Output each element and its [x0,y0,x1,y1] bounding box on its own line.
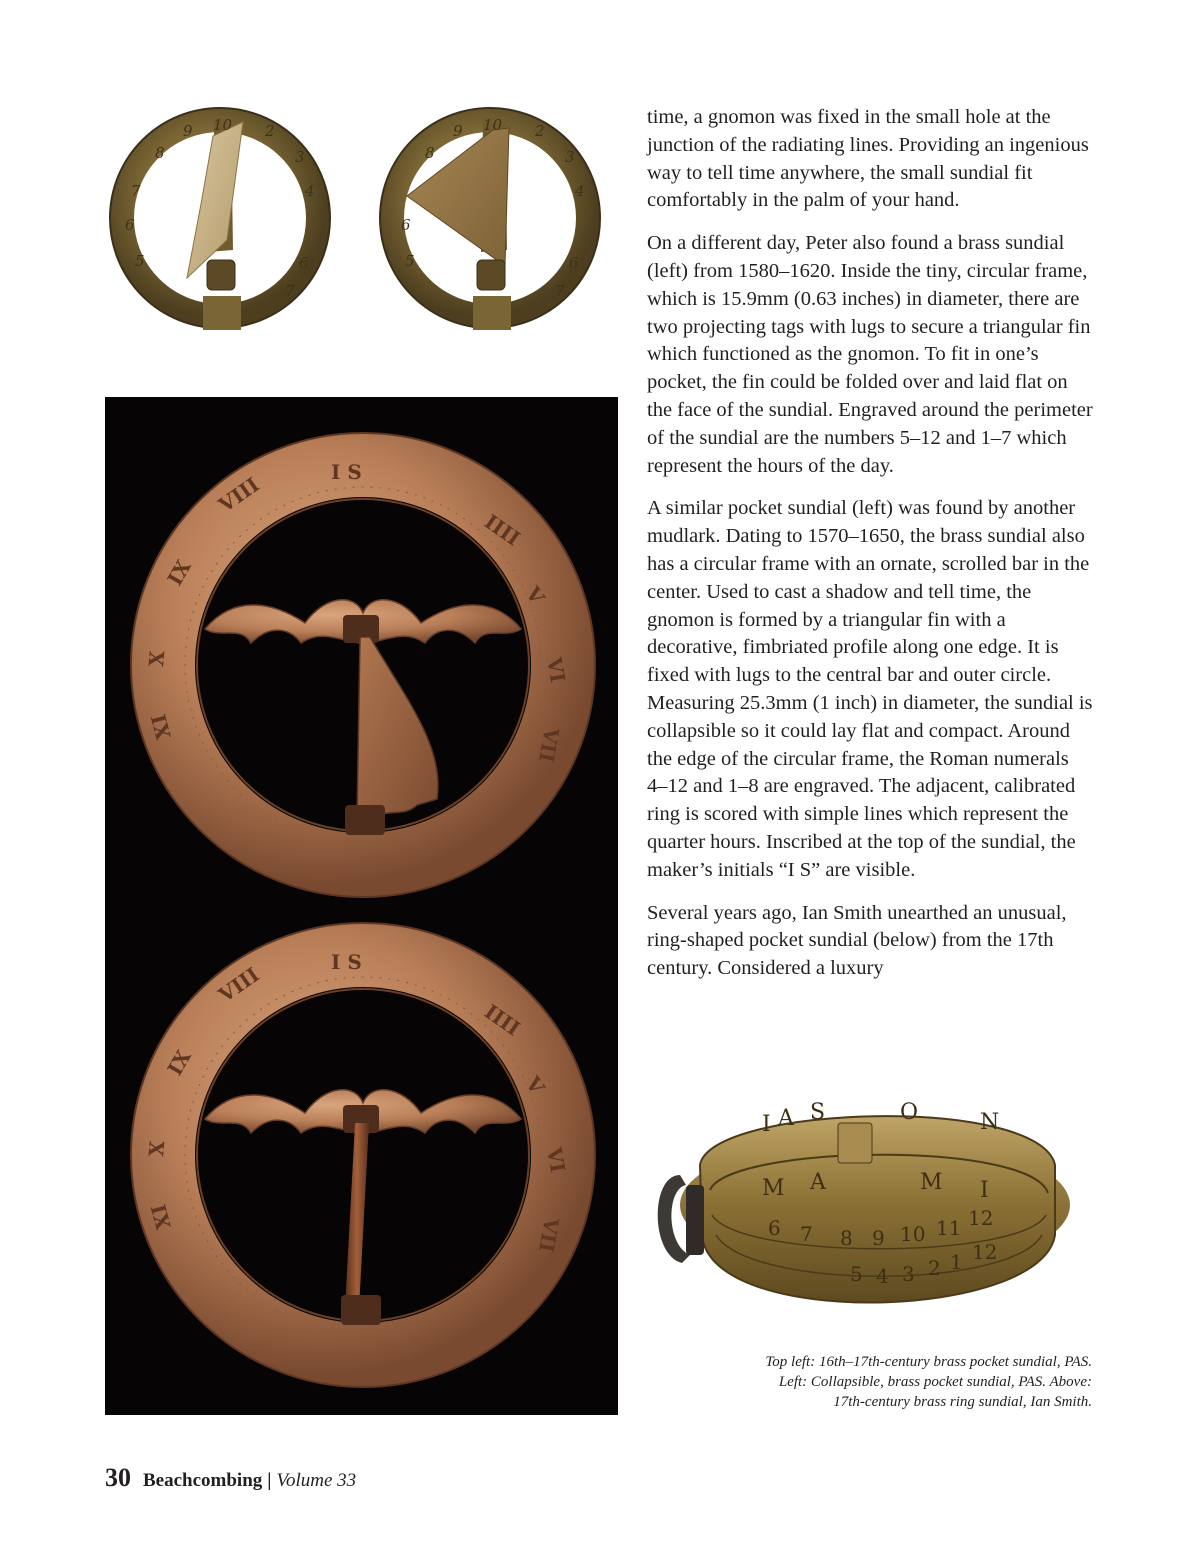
svg-text:I: I [980,1178,989,1203]
svg-text:6: 6 [299,254,309,272]
svg-text:9: 9 [872,1226,885,1250]
paragraph-1: time, a gnomon was fixed in the small hole at the junction of the radiating lines. Providing an ingenious way to tell time anywhere, the small sundial fit comfortably in the palm of your hand. [647,106,1089,212]
svg-text:A: A [810,1170,826,1195]
svg-text:A: A [778,1106,794,1131]
svg-text:4: 4 [575,182,585,200]
svg-text:IIII: IIII [480,509,525,551]
svg-text:9: 9 [453,122,463,140]
photo-collapsible-sundial [105,397,618,1415]
svg-text:VIII: VIII [214,472,264,518]
svg-text:IX: IX [162,555,196,590]
paragraph-4: Several years ago, Ian Smith unearthed an unusual, ring-shaped pocket sundial (below) from the 17th century. Considered a luxury [647,901,1067,980]
svg-text:3: 3 [295,148,305,166]
svg-text:2: 2 [928,1256,941,1280]
svg-text:VI: VI [542,655,571,685]
svg-text:M: M [762,1176,785,1201]
svg-text:8: 8 [425,144,435,162]
paragraph-3: A similar pocket sundial (left) was found by another mudlark. Dating to 1570–1650, the brass sundial also has a circular frame with an ornate, scrolled bar in the center. Used to cast a shadow and tell time, the gnomon is formed by a triangular fin with a decorative, fimbriated profile along one edge. It is fixed with lugs to the central bar and outer circle. Measuring 25.3mm (1 inch) in diameter, the sundial is collapsible so it could lay flat and compact. Around the edge of the circular frame, the Roman numerals 4–12 and 1–8 are engraved. The adjacent, calibrated ring is scored with simple lines which represent the quarter hours. Inscribed at the top of the sundial, the maker’s initials “I S” are visible. [647,497,1093,881]
svg-text:12: 12 [972,1240,998,1264]
article-body [647,104,1093,998]
svg-text:8: 8 [155,144,165,162]
photo-small-brass-sundials [95,100,615,330]
photo-caption [650,1352,1092,1412]
footer-separator: | [267,1470,272,1491]
svg-text:N: N [980,1110,1000,1135]
svg-text:X: X [144,1139,170,1158]
svg-text:5: 5 [850,1262,863,1286]
volume-label: Volume 33 [276,1470,357,1491]
sundial-small-left [110,108,330,330]
svg-text:XI: XI [146,711,176,742]
svg-text:1: 1 [950,1250,963,1274]
svg-text:4: 4 [876,1264,889,1288]
svg-text:X: X [144,649,170,668]
svg-text:3: 3 [902,1262,915,1286]
page-footer [105,1463,356,1493]
svg-text:6: 6 [768,1216,781,1240]
svg-text:4: 4 [305,182,315,200]
magazine-title: Beachcombing [143,1470,263,1491]
svg-text:IIII: IIII [480,999,525,1041]
svg-text:7: 7 [285,282,295,300]
svg-text:S: S [810,1100,826,1125]
svg-text:10: 10 [213,116,233,134]
svg-text:10: 10 [483,116,503,134]
svg-text:2: 2 [265,122,275,140]
caption-line-3: 17th-century brass ring sundial, Ian Smith. [833,1394,1092,1410]
svg-text:2: 2 [535,122,545,140]
svg-text:11: 11 [936,1216,962,1240]
svg-text:7: 7 [555,282,565,300]
caption-line-2: Left: Collapsible, brass pocket sundial, PAS. Above: [778,1374,1092,1390]
svg-text:6: 6 [401,216,411,234]
svg-text:VI: VI [542,1145,571,1175]
svg-text:7: 7 [800,1222,813,1246]
svg-text:I S: I S [331,950,362,974]
svg-text:6: 6 [125,216,135,234]
svg-text:VIII: VIII [214,962,264,1008]
paragraph-2: On a different day, Peter also found a brass sundial (left) from 1580–1620. Inside the tiny, circular frame, which is 15.9mm (0.63 inches) in diameter, there are two projecting tags with lugs to secure a triangular fin which functioned as the gnomon. To fit in one’s pocket, the fin could be folded over and laid flat on the face of the sundial. Engraved around the perimeter of the sundial are the numbers 5–12 and 1–7 which represent the hours of the day. [647,232,1093,477]
svg-text:3: 3 [565,148,575,166]
svg-text:O: O [900,1100,919,1125]
svg-text:XI: XI [146,1201,176,1232]
caption-line-1: Top left: 16th–17th-century brass pocket sundial, PAS. [765,1354,1092,1370]
sundial-small-right [380,108,600,330]
svg-text:7: 7 [131,182,141,200]
svg-text:9: 9 [183,122,193,140]
svg-text:V: V [520,1072,550,1099]
svg-text:5: 5 [405,252,415,270]
svg-text:I: I [762,1112,771,1137]
svg-text:VII: VII [534,726,564,765]
photo-ring-sundial [650,1085,1090,1340]
svg-text:10: 10 [900,1222,926,1246]
svg-text:IX: IX [162,1045,196,1080]
svg-text:M: M [920,1170,943,1195]
svg-text:V: V [520,582,550,609]
page-number: 30 [105,1463,131,1492]
svg-text:12: 12 [968,1206,994,1230]
svg-text:I S: I S [331,460,362,484]
svg-text:5: 5 [135,252,145,270]
svg-text:8: 8 [840,1226,853,1250]
svg-text:VII: VII [534,1216,564,1255]
svg-text:6: 6 [569,254,579,272]
